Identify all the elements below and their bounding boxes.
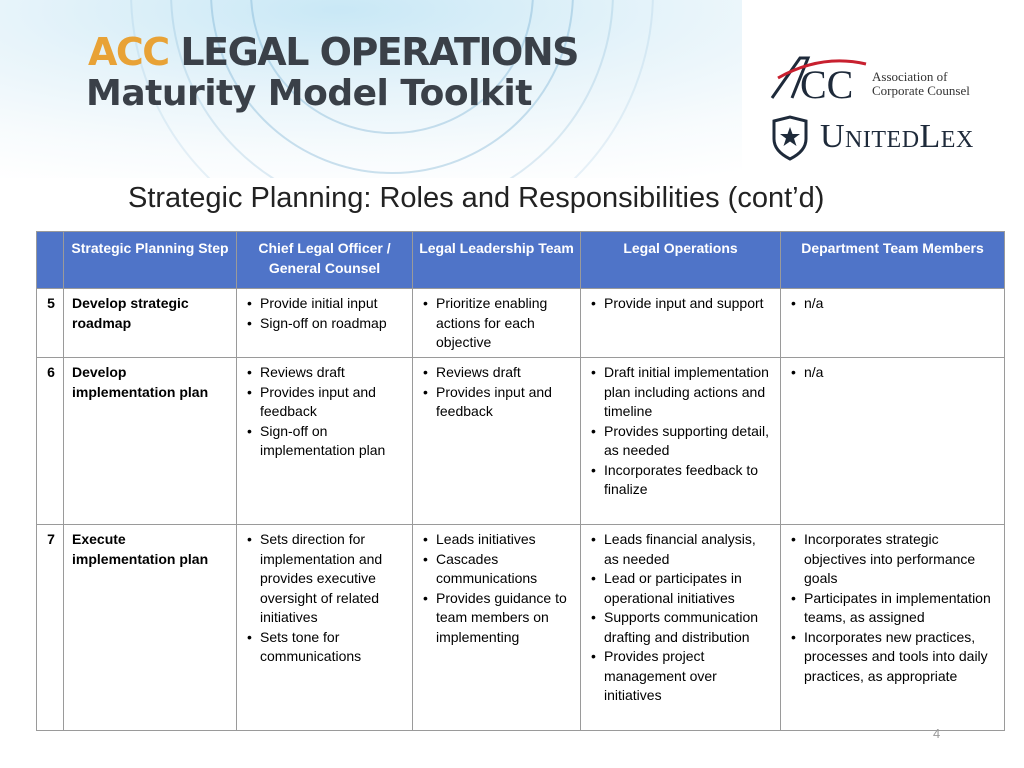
row-team [781,358,1005,525]
logo-acc: ACC [88,30,169,74]
header-leadership: Legal Leadership Team [413,232,581,289]
list-item: • Reviews draft [421,363,574,383]
page-title: Strategic Planning: Roles and Responsibilities (cont’d) [128,182,825,214]
list-item: • Lead or participates in operational initiatives [589,569,774,608]
list-item: • Incorporates new practices, processes and tools into daily practices, as appropriate [789,628,998,687]
row-leadership [413,358,581,525]
list-item: • Supports communication drafting and distribution [589,608,774,647]
page-number: 4 [933,726,941,741]
table-header-row [37,232,1005,289]
acc-line1: Association of [872,69,948,84]
row-number: 7 [37,525,64,731]
list-item: • Leads initiatives [421,530,574,550]
list-item: • Cascades communications [421,550,574,589]
list-item: • Sets tone for communications [245,628,406,667]
logo-legal-operations: LEGAL OPERATIONS [180,30,579,74]
row-ops [581,289,781,358]
row-number: 6 [37,358,64,525]
row-step: Develop strategic roadmap [64,289,237,358]
list-item: • Prioritize enabling actions for each objective [421,294,574,353]
acc-line2: Corporate Counsel [872,83,970,98]
list-item: • Leads financial analysis, as needed [589,530,774,569]
row-team [781,525,1005,731]
list-item: • Provides guidance to team members on implementing [421,589,574,648]
row-number: 5 [37,289,64,358]
row-leadership [413,289,581,358]
list-item: • Provides input and feedback [245,383,406,422]
unitedlex-wordmark: UnitedLex [820,118,974,155]
header-clo: Chief Legal Officer / General Counsel [237,232,413,289]
list-item: • Provides project management over initiatives [589,647,774,706]
table-row [37,525,1005,731]
row-ops [581,358,781,525]
row-step: Execute implementation plan [64,525,237,731]
row-ops [581,525,781,731]
list-item: • Provide initial input [245,294,406,314]
list-item: • Incorporates strategic objectives into performance goals [789,530,998,589]
list-item: • Draft initial implementation plan including actions and timeline [589,363,774,422]
acc-org-name [872,70,970,98]
list-item: • Incorporates feedback to finalize [589,461,774,500]
row-clo [237,525,413,731]
row-team [781,289,1005,358]
row-clo [237,289,413,358]
logo-subtitle: Maturity Model Toolkit [86,73,532,114]
header-team: Department Team Members [781,232,1005,289]
list-item: • Sign-off on roadmap [245,314,406,334]
row-step: Develop implementation plan [64,358,237,525]
list-item: • Provides input and feedback [421,383,574,422]
list-item: • Reviews draft [245,363,406,383]
roles-table [36,231,1005,731]
table-row [37,289,1005,358]
list-item: • Sets direction for implementation and provides executive oversight of related initiatives [245,530,406,628]
list-item: • Provide input and support [589,294,774,314]
list-item: • n/a [789,294,998,314]
header-num [37,232,64,289]
list-item: • Provides supporting detail, as needed [589,422,774,461]
svg-text:CC: CC [800,62,854,102]
header-step: Strategic Planning Step [64,232,237,289]
list-item: • n/a [789,363,998,383]
list-item: • Sign-off on implementation plan [245,422,406,461]
list-item: • Participates in implementation teams, as assigned [789,589,998,628]
row-leadership [413,525,581,731]
toolkit-logo-title [88,30,578,74]
header-ops: Legal Operations [581,232,781,289]
table-row [37,358,1005,525]
row-clo [237,358,413,525]
